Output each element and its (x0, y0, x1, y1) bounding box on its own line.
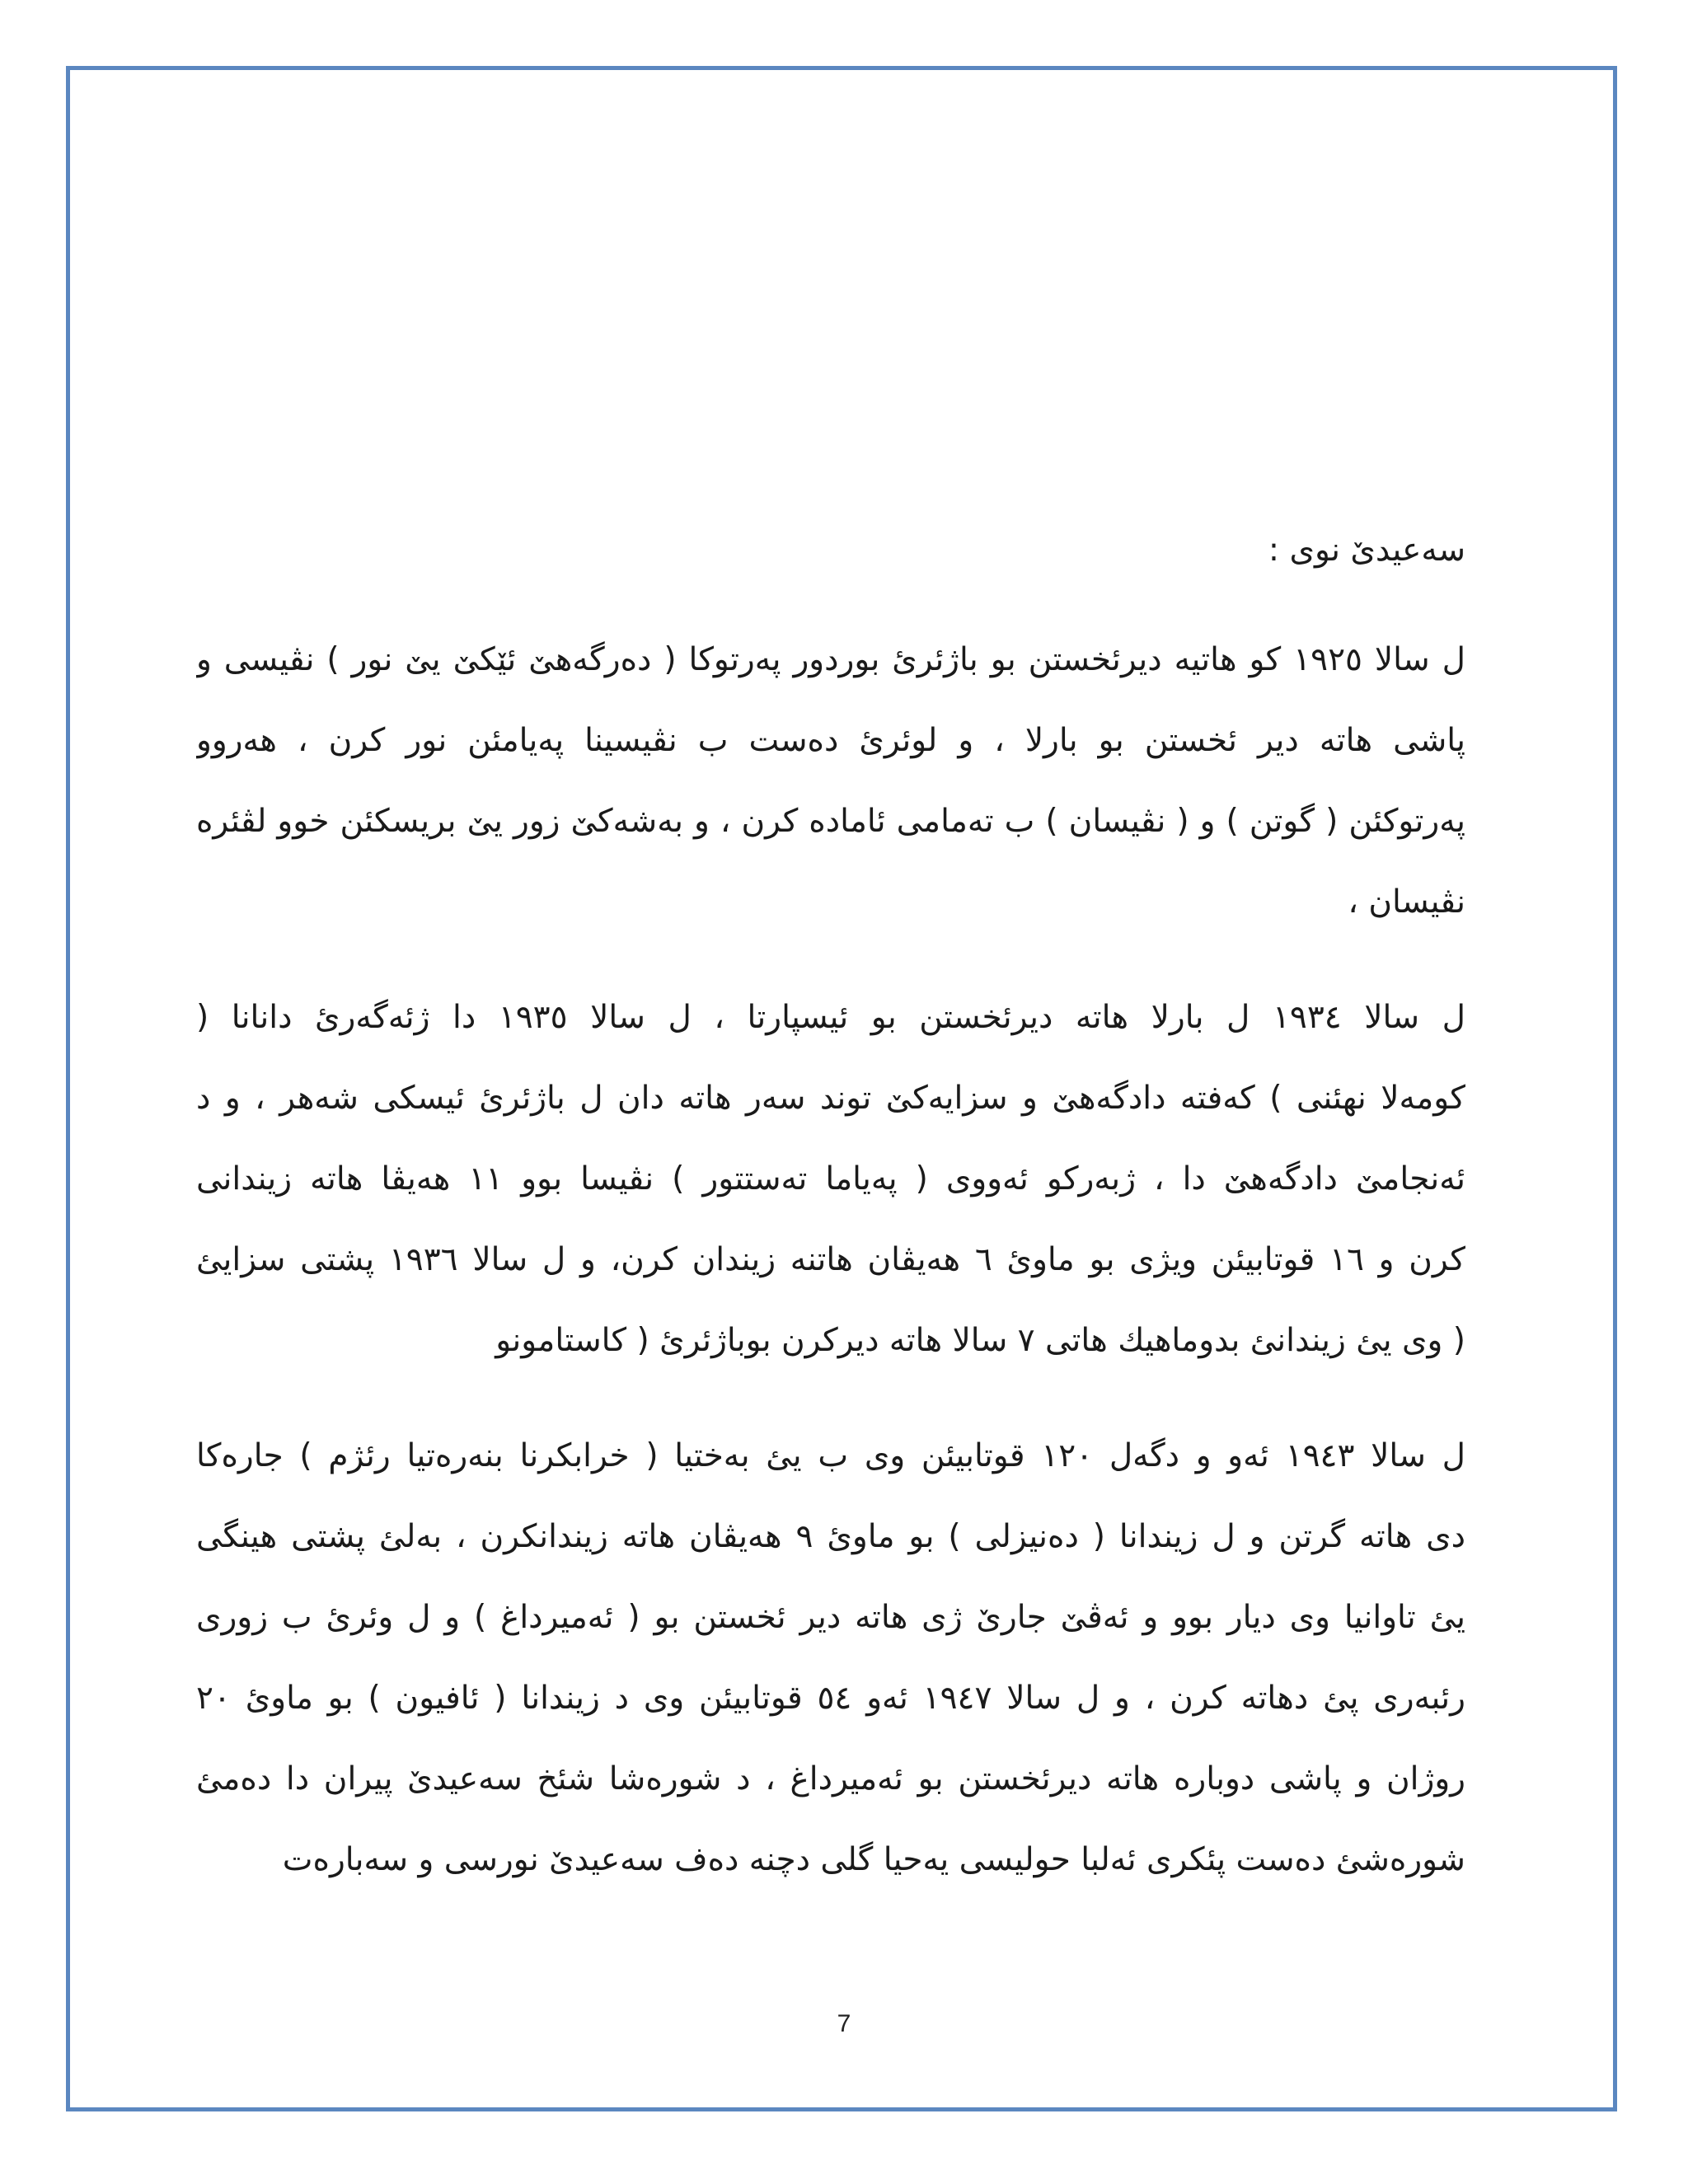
text-line: شورەشئ دەست پئکری ئەلبا حولیسی یەحیا گلی دچنە دەف سەعیدێ نورسی و سەبارەت (282, 1841, 1465, 1878)
text-line: پەرتوکئن ( گوتن ) و ( نڤیسان ) ب تەمامی ئامادە کرن ، و بەشەکێ زور یێ بریسکئن خوو لڤئرە (196, 803, 1465, 840)
document-body (196, 526, 1465, 1927)
text-line: نڤیسان ، (1348, 883, 1465, 921)
text-line: کرن و ١٦ قوتابیئن ویژی بو ماوئ ٦ هەیڤان هاتنە زیندان کرن، و ل سالا ١٩٣٦ پشتی سزایئ (196, 1241, 1465, 1278)
text-line: ئەنجامێ دادگەهێ دا ، ژبەرکو ئەووی ( پەیاما تەستتور ) نڤیسا بوو ١١ هەیڤا هاتە زیندانی (196, 1160, 1465, 1197)
text-line: یئ تاوانیا وی دیار بوو و ئەڤێ جارێ ژی هاتە دیر ئخستن بو ( ئەمیرداغ ) و ل وئرئ ب زوری (196, 1599, 1465, 1636)
paragraph-2 (196, 977, 1465, 1381)
section-heading: سەعیدێ نوی : (1268, 532, 1465, 569)
text-line: ( وی یئ زیندانئ بدوماهیك هاتی ٧ سالا هاتە دیرکرن بوباژئرئ ( کاستامونو (495, 1322, 1465, 1359)
text-line: رئبەری پئ دهاتە کرن ، و ل سالا ١٩٤٧ ئەو ٥٤ قوتابیئن وی د زیندانا ( ئافیون ) بو ماوئ ٢٠ (196, 1680, 1465, 1717)
paragraph-3 (196, 1416, 1465, 1900)
text-line: کومەلا نهئنی ) کەفتە دادگەهێ و سزایەکێ توند سەر هاتە دان ل باژئرئ ئیسکی شەهر ، و د (196, 1080, 1465, 1117)
text-line: پاشی هاتە دیر ئخستن بو بارلا ، و لوئرئ دەست ب نڤیسینا پەیامئن نور کرن ، هەروو (196, 722, 1465, 759)
paragraph-1 (196, 620, 1465, 943)
text-line: روژان و پاشی دوبارە هاتە دیرئخستن بو ئەمیرداغ ، د شورەشا شئخ سەعیدێ پیران دا دەمئ (196, 1760, 1465, 1797)
text-line: ل سالا ١٩٢٥ کو هاتیە دیرئخستن بو باژئرئ بوردور پەرتوکا ( دەرگەهێ ئێکێ یێ نور ) نڤیسی و (196, 641, 1465, 678)
text-line: ل سالا ١٩٣٤ ل بارلا هاتە دیرئخستن بو ئیسپارتا ، ل سالا ١٩٣٥ دا ژئەگەرئ دانانا ( (196, 999, 1465, 1036)
text-line: ل سالا ١٩٤٣ ئەو و دگەل ١٢٠ قوتابیئن وی ب یئ بەختیا ( خرابکرنا بنەرەتیا رئژم ) جارەکا (196, 1437, 1465, 1474)
text-line: دی هاتە گرتن و ل زیندانا ( دەنیزلی ) بو ماوئ ٩ هەیڤان هاتە زیندانکرن ، بەلئ پشتی هینگی (196, 1518, 1465, 1555)
page-number: 7 (837, 2010, 851, 2037)
